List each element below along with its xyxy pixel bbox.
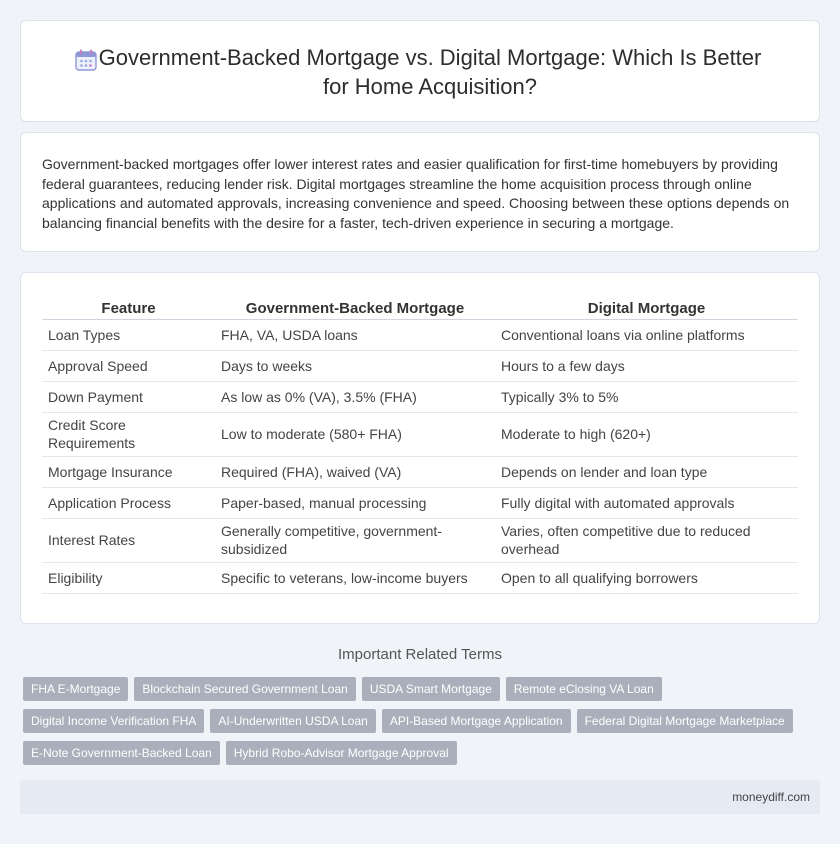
comparison-card: [20, 272, 820, 624]
feature-cell: Mortgage Insurance: [42, 456, 215, 487]
government-cell: Specific to veterans, low-income buyers: [215, 562, 495, 593]
related-term-tag[interactable]: Blockchain Secured Government Loan: [134, 677, 355, 701]
footer: [20, 780, 820, 814]
table-row: [42, 518, 798, 562]
related-term-tag[interactable]: API-Based Mortgage Application: [382, 709, 571, 733]
government-cell: Low to moderate (580+ FHA): [215, 412, 495, 456]
related-term-tag[interactable]: FHA E-Mortgage: [23, 677, 128, 701]
table-row: [42, 412, 798, 456]
table-row: [42, 487, 798, 518]
title-row: [21, 43, 819, 101]
table-row: [42, 381, 798, 412]
feature-cell: Down Payment: [42, 381, 215, 412]
title-card: [20, 20, 820, 122]
feature-cell: Credit Score Requirements: [42, 412, 215, 456]
feature-cell: Loan Types: [42, 319, 215, 350]
digital-cell: Varies, often competitive due to reduced overhead: [495, 518, 798, 562]
government-cell: Generally competitive, government-subsidized: [215, 518, 495, 562]
header-digital: Digital Mortgage: [495, 295, 798, 319]
table-row: [42, 350, 798, 381]
government-cell: As low as 0% (VA), 3.5% (FHA): [215, 381, 495, 412]
digital-cell: Moderate to high (620+): [495, 412, 798, 456]
digital-cell: Depends on lender and loan type: [495, 456, 798, 487]
related-terms-list: [23, 677, 823, 773]
site-name[interactable]: moneydiff.com: [732, 790, 810, 804]
tag-row: [23, 709, 823, 741]
digital-cell: Hours to a few days: [495, 350, 798, 381]
digital-cell: Conventional loans via online platforms: [495, 319, 798, 350]
table-header-row: [42, 295, 798, 319]
digital-cell: Open to all qualifying borrowers: [495, 562, 798, 593]
government-cell: FHA, VA, USDA loans: [215, 319, 495, 350]
government-cell: Required (FHA), waived (VA): [215, 456, 495, 487]
related-term-tag[interactable]: Digital Income Verification FHA: [23, 709, 204, 733]
feature-cell: Application Process: [42, 487, 215, 518]
feature-cell: Eligibility: [42, 562, 215, 593]
intro-paragraph: Government-backed mortgages offer lower interest rates and easier qualification for first-time homebuyers by providing federal guarantees, reducing lender risk. Digital mortgages streamline the home acquisition process through online applications and automated approvals, increasing convenience and speed. Choosing between these options depends on balancing financial benefits with the desire for a faster, tech-driven experience in securing a mortgage.: [42, 156, 790, 231]
government-cell: Days to weeks: [215, 350, 495, 381]
comparison-table: [42, 295, 798, 594]
digital-cell: Typically 3% to 5%: [495, 381, 798, 412]
header-feature: Feature: [42, 295, 215, 319]
related-term-tag[interactable]: Hybrid Robo-Advisor Mortgage Approval: [226, 741, 457, 765]
feature-cell: Interest Rates: [42, 518, 215, 562]
table-row: [42, 562, 798, 593]
page-title: Government-Backed Mortgage vs. Digital Mortgage: Which Is Better for Home Acquisition?: [98, 45, 762, 99]
related-term-tag[interactable]: Remote eClosing VA Loan: [506, 677, 662, 701]
tag-row: [23, 677, 823, 709]
government-cell: Paper-based, manual processing: [215, 487, 495, 518]
related-term-tag[interactable]: USDA Smart Mortgage: [362, 677, 500, 701]
feature-cell: Approval Speed: [42, 350, 215, 381]
related-term-tag[interactable]: AI-Underwritten USDA Loan: [210, 709, 375, 733]
table-row: [42, 319, 798, 350]
header-government-backed: Government-Backed Mortgage: [215, 295, 495, 319]
digital-cell: Fully digital with automated approvals: [495, 487, 798, 518]
calendar-icon: [73, 47, 99, 73]
tag-row: [23, 741, 823, 773]
related-term-tag[interactable]: E-Note Government-Backed Loan: [23, 741, 220, 765]
related-terms-heading: Important Related Terms: [338, 646, 502, 663]
intro-card: [20, 132, 820, 252]
related-term-tag[interactable]: Federal Digital Mortgage Marketplace: [577, 709, 793, 733]
table-row: [42, 456, 798, 487]
